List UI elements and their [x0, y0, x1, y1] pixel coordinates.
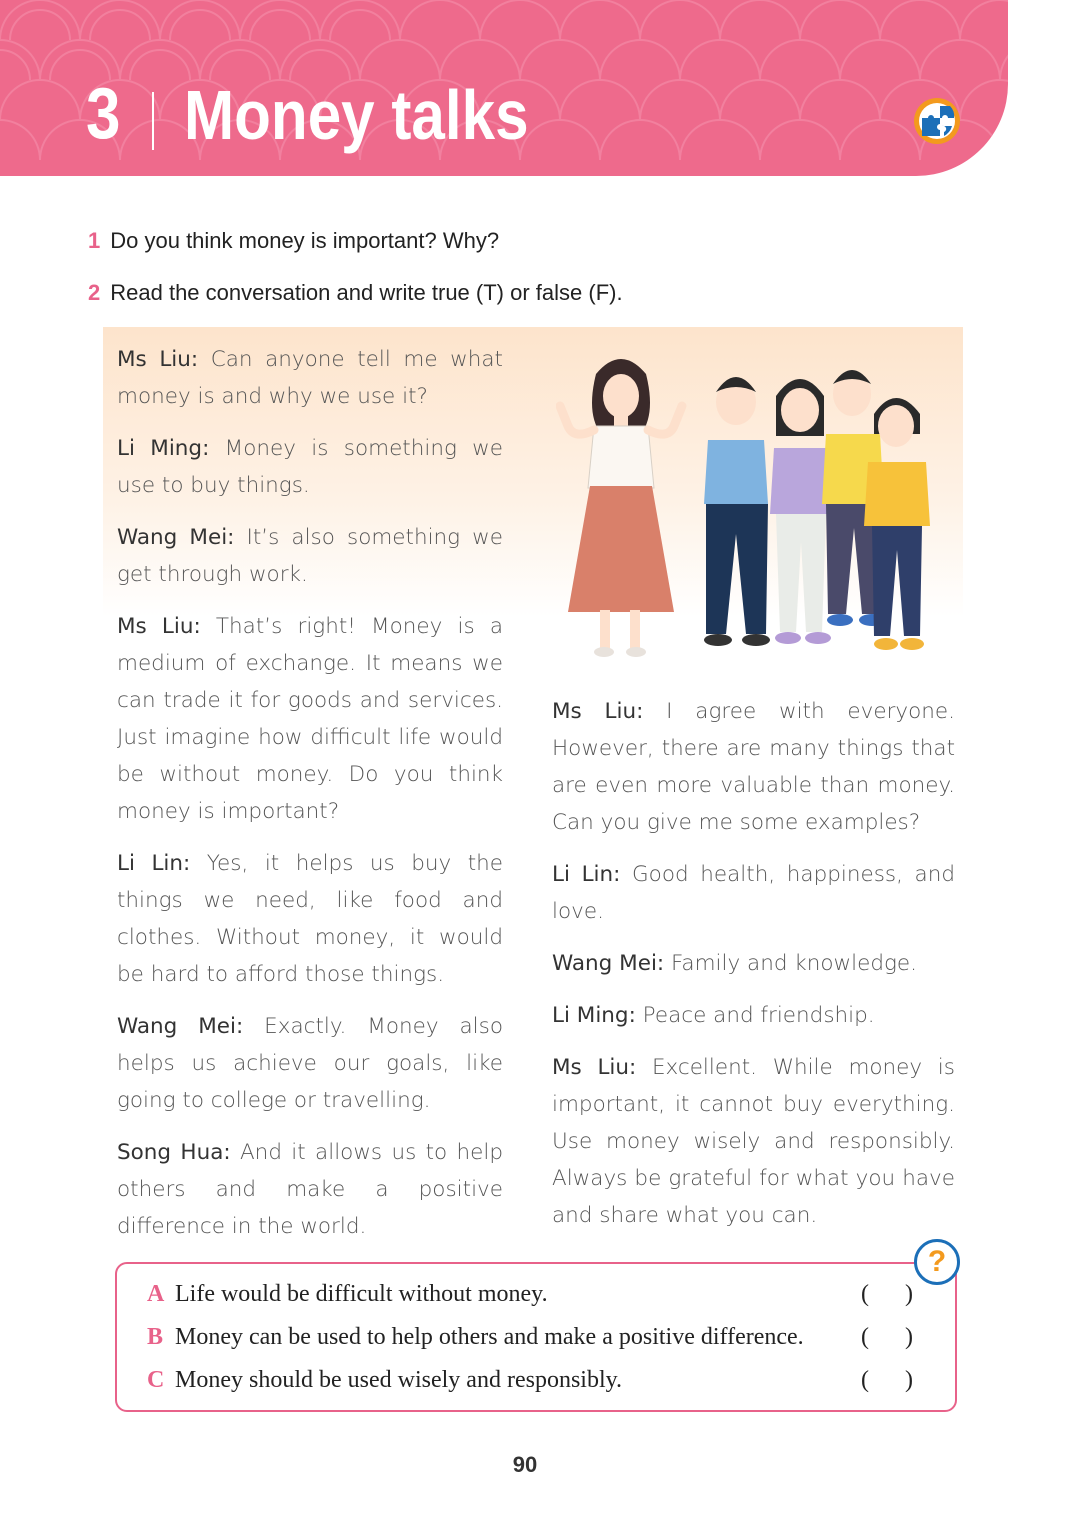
dialogue-text: Good health, happiness, and love.: [552, 862, 955, 924]
speaker-name: Li Lin:: [117, 851, 191, 876]
dialogue-text: Excellent. While money is important, it cannot buy everything. Use money wisely and responsibly. Always be grateful for what you have and share what you can.: [552, 1055, 955, 1228]
statement-letter: C: [147, 1367, 165, 1393]
unit-separator: [152, 92, 154, 150]
teacher-students-illustration: [556, 344, 956, 674]
speaker-name: Li Ming:: [552, 1003, 636, 1028]
dialogue-line: [117, 845, 503, 993]
question-mark-icon: ?: [914, 1239, 960, 1285]
dialogue-line: [552, 693, 955, 841]
dialogue-line: [117, 430, 503, 504]
dialogue-text: I agree with everyone. However, there are many things that are even more valuable than money. Can you give me some examples?: [552, 699, 955, 835]
dialogue-line: [552, 1049, 955, 1234]
dialogue-text: Can anyone tell me what money is and why we use it?: [117, 347, 503, 409]
speaker-name: Li Ming:: [117, 436, 210, 461]
dialogue-line: [117, 1134, 503, 1245]
teacher-figure: [560, 359, 682, 657]
dialogue-text: Yes, it helps us buy the things we need, like food and clothes. Without money, it would be hard to afford those things.: [117, 851, 503, 987]
speaker-name: Song Hua:: [117, 1140, 231, 1165]
speaker-name: Ms Liu:: [552, 1055, 637, 1080]
dialogue-line: [117, 519, 503, 593]
question-1: [88, 228, 499, 254]
unit-header: [0, 0, 1008, 176]
question-2: [88, 280, 623, 306]
dialogue-line: [552, 945, 955, 982]
dialogue-line: [117, 608, 503, 830]
statement-a: [147, 1281, 548, 1308]
dialogue-text: Peace and friendship.: [635, 1003, 875, 1028]
dialogue-text: Family and knowledge.: [664, 951, 917, 976]
question-number: 1: [88, 228, 101, 253]
dialogue-text: Exactly. Money also helps us achieve our goals, like going to college or travelling.: [117, 1014, 503, 1113]
dialogue-text: And it allows us to help others and make a positive difference in the world.: [117, 1140, 504, 1239]
statement-letter: B: [147, 1324, 164, 1350]
statement-text: Life would be difficult without money.: [175, 1281, 548, 1307]
answer-blank-a[interactable]: ( ): [861, 1281, 913, 1307]
conversation-left-column: [117, 341, 503, 1260]
speaker-name: Wang Mei:: [552, 951, 665, 976]
answer-blank-b[interactable]: ( ): [861, 1324, 913, 1350]
student-blue-shirt: [704, 377, 770, 646]
speaker-name: Wang Mei:: [117, 1014, 244, 1039]
dialogue-line: [117, 341, 503, 415]
speaker-name: Ms Liu:: [117, 347, 199, 372]
speaker-name: Wang Mei:: [117, 525, 235, 550]
speaker-name: Li Lin:: [552, 862, 621, 887]
dialogue-text: That’s right! Money is a medium of exchange. It means we can trade it for goods and services. Just imagine how difficult life would be without money. Do you think money is important?: [117, 614, 503, 824]
speaker-name: Ms Liu:: [552, 699, 644, 724]
conversation-right-column: [552, 693, 955, 1249]
dialogue-text: Money is something we use to buy things.: [117, 436, 503, 498]
dialogue-text: It’s also something we get through work.: [117, 525, 503, 587]
page-number: 90: [512, 1452, 538, 1477]
student-lavender-shirt: [770, 379, 832, 644]
puzzle-icon: [912, 96, 962, 146]
dialogue-line: [552, 856, 955, 930]
question-text: Do you think money is important? Why?: [110, 228, 500, 253]
unit-title: Money talks: [184, 76, 529, 154]
dialogue-line: [552, 997, 955, 1034]
statement-letter: A: [147, 1281, 165, 1307]
unit-number: 3: [86, 74, 121, 154]
statement-text: Money should be used wisely and responsibly.: [175, 1367, 623, 1393]
question-text: Read the conversation and write true (T) or false (F).: [110, 280, 623, 305]
dialogue-line: [117, 1008, 503, 1119]
statement-text: Money can be used to help others and make a positive difference.: [175, 1324, 804, 1350]
statement-c: [147, 1367, 622, 1394]
question-number: 2: [88, 280, 101, 305]
answer-blank-c[interactable]: ( ): [861, 1367, 913, 1393]
speaker-name: Ms Liu:: [117, 614, 201, 639]
statement-b: [147, 1324, 804, 1351]
